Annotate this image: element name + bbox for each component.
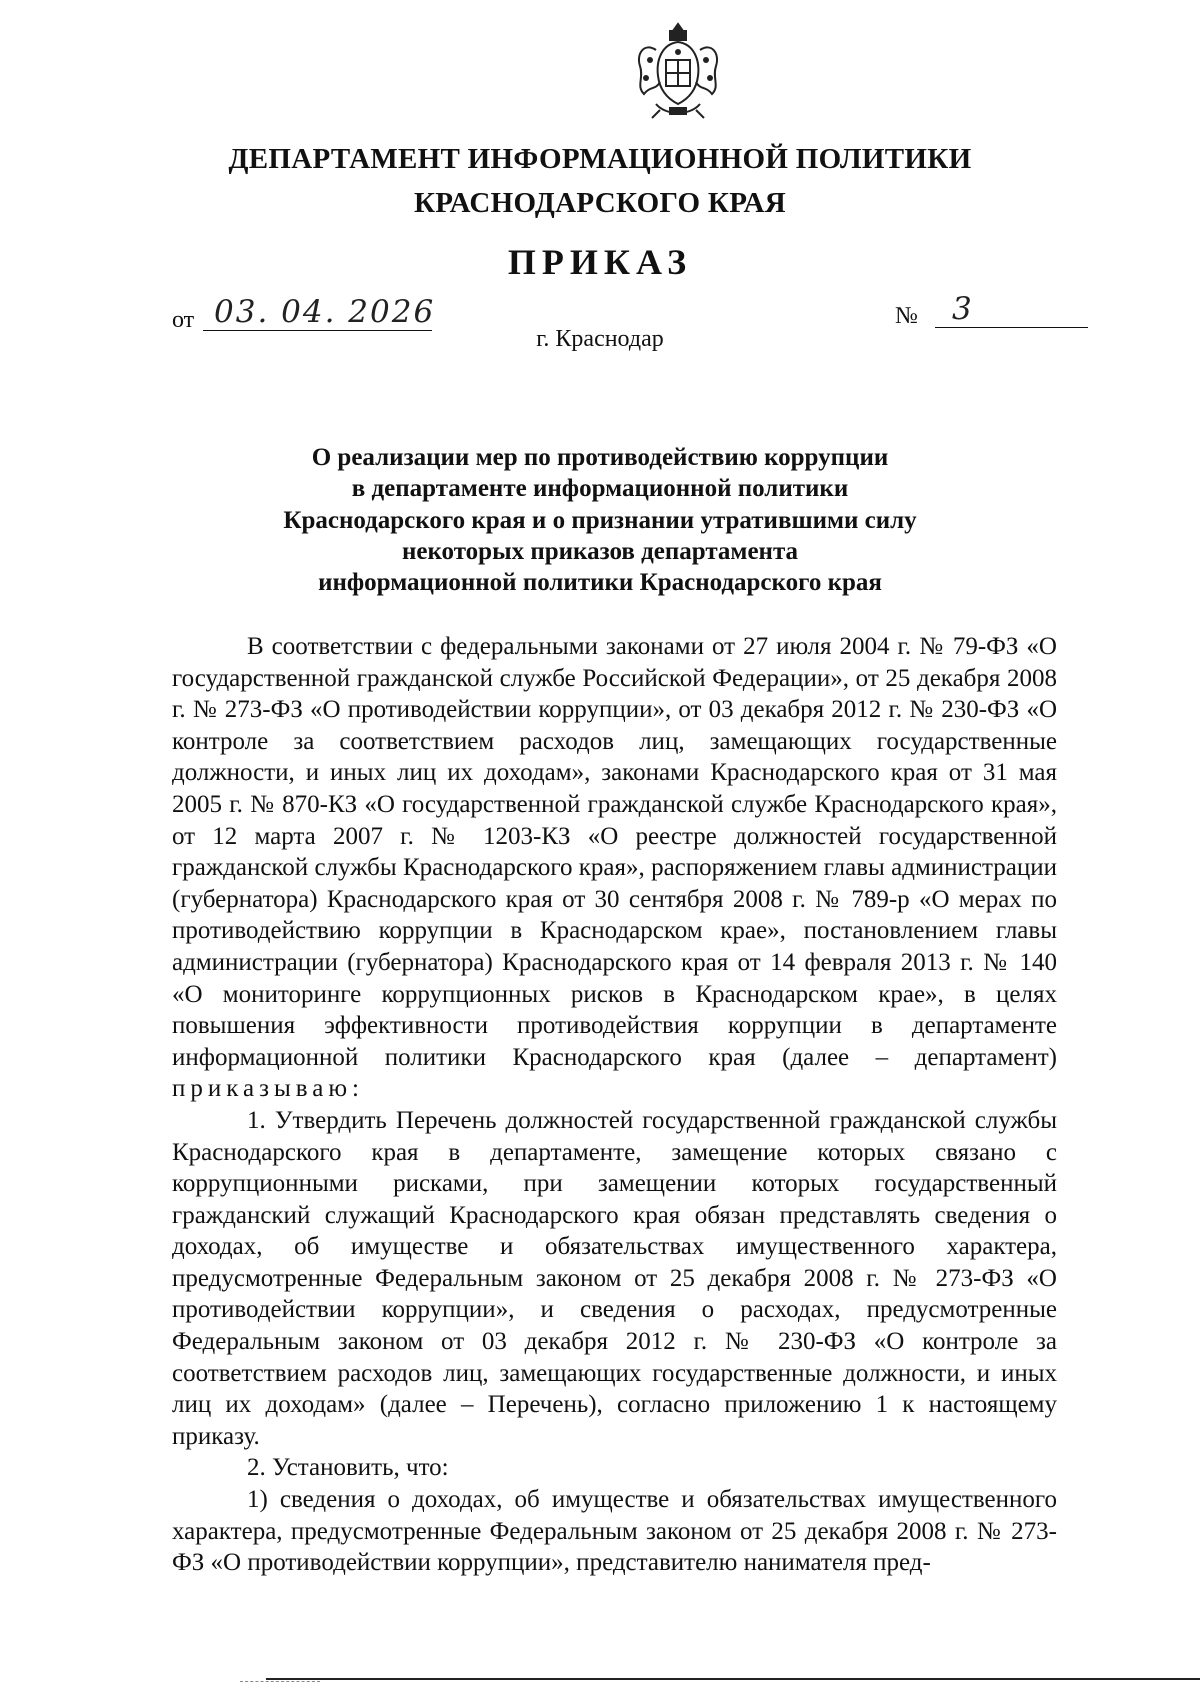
preamble-text: В соответствии с федеральными законами от 27 июля 2004 г. № 79-ФЗ «О государственной гражданской службе Российской Федерации», от 25 декабря 2008 г. № 273-ФЗ «О противодействии коррупции», от 03 декабря 2012 г. № 230-ФЗ «О контроле за соответствием расходов лиц, замещающих государственные должности, и иных лиц их доходам», законами Краснодарского края от 31 мая 2005 г. № 870-КЗ «О государственной гражданской службе Краснодарского края», от 12 марта 2007 г. № 1203-КЗ «О реестре должностей государственной гражданской службы Краснодарского края», распоряжением главы администрации (губернатора) Краснодарского края от 30 сентября 2008 г. № 789-р «О мерах по противодействию коррупции в Краснодарском крае», постановлением главы администрации (губернатора) Краснодарского края от 14 февраля 2013 г. № 140 «О мониторинге коррупционных рисков в Краснодарском крае», в целях повышения эффективности противодействия коррупции в департаменте информационной политики Краснодарского края (далее – департамент) [172, 633, 1057, 1071]
paragraph-2-subitem-1: 1) сведения о доходах, об имуществе и обязательствах имущественного характера, предусмотренные Федеральным законом от 25 декабря 2008 г. № 273-ФЗ «О противодействии коррупции», представителю нанимателя пред- [172, 1486, 1057, 1577]
document-type: ПРИКАЗ [507, 242, 693, 282]
paragraph-2: 2. Установить, что: [247, 1454, 449, 1482]
date-label: от [172, 307, 195, 333]
document-title [200, 442, 1000, 598]
scan-artifact [240, 1681, 320, 1682]
number-label: № [895, 303, 918, 329]
city: г. Краснодар [536, 326, 664, 352]
department-name-line2: КРАСНОДАРСКОГО КРАЯ [413, 187, 787, 219]
department-name-line1: ДЕПАРТАМЕНТ ИНФОРМАЦИОННОЙ ПОЛИТИКИ [228, 143, 972, 175]
title-line: Краснодарского края и о признании утратившими силу [283, 506, 917, 534]
title-line: в департаменте информационной политики [351, 475, 849, 503]
handwritten-number: 3 [952, 291, 972, 327]
document-body [172, 631, 1057, 1579]
handwritten-date: 03. 04. 2026 [214, 294, 436, 330]
page-bottom-rule [266, 1678, 1200, 1680]
title-line: некоторых приказов департамента [401, 537, 799, 565]
title-line: информационной политики Краснодарского края [318, 569, 882, 597]
order-word: приказываю: [172, 1075, 364, 1103]
paragraph-1: 1. Утвердить Перечень должностей государственной гражданской службы Краснодарского края в департаменте, замещение которых связано с коррупционными рисками, при замещении которых государственный гражданский служащий Краснодарского края обязан представлять сведения о доходах, об имуществе и обязательствах имущественного характера, предусмотренные Федеральным законом от 25 декабря 2008 г. № 273-ФЗ «О противодействии коррупции», и сведения о расходах, предусмотренные Федеральным законом от 03 декабря 2012 г. № 230-ФЗ «О контроле за соответствием расходов лиц, замещающих государственные должности, и иных лиц их доходам» (далее – Перечень), согласно приложению 1 к настоящему приказу. [172, 1106, 1057, 1450]
title-line: О реализации мер по противодействию коррупции [311, 444, 889, 471]
krasnodar-coat-of-arms-icon [626, 20, 730, 124]
preamble-paragraph [172, 631, 1057, 1105]
